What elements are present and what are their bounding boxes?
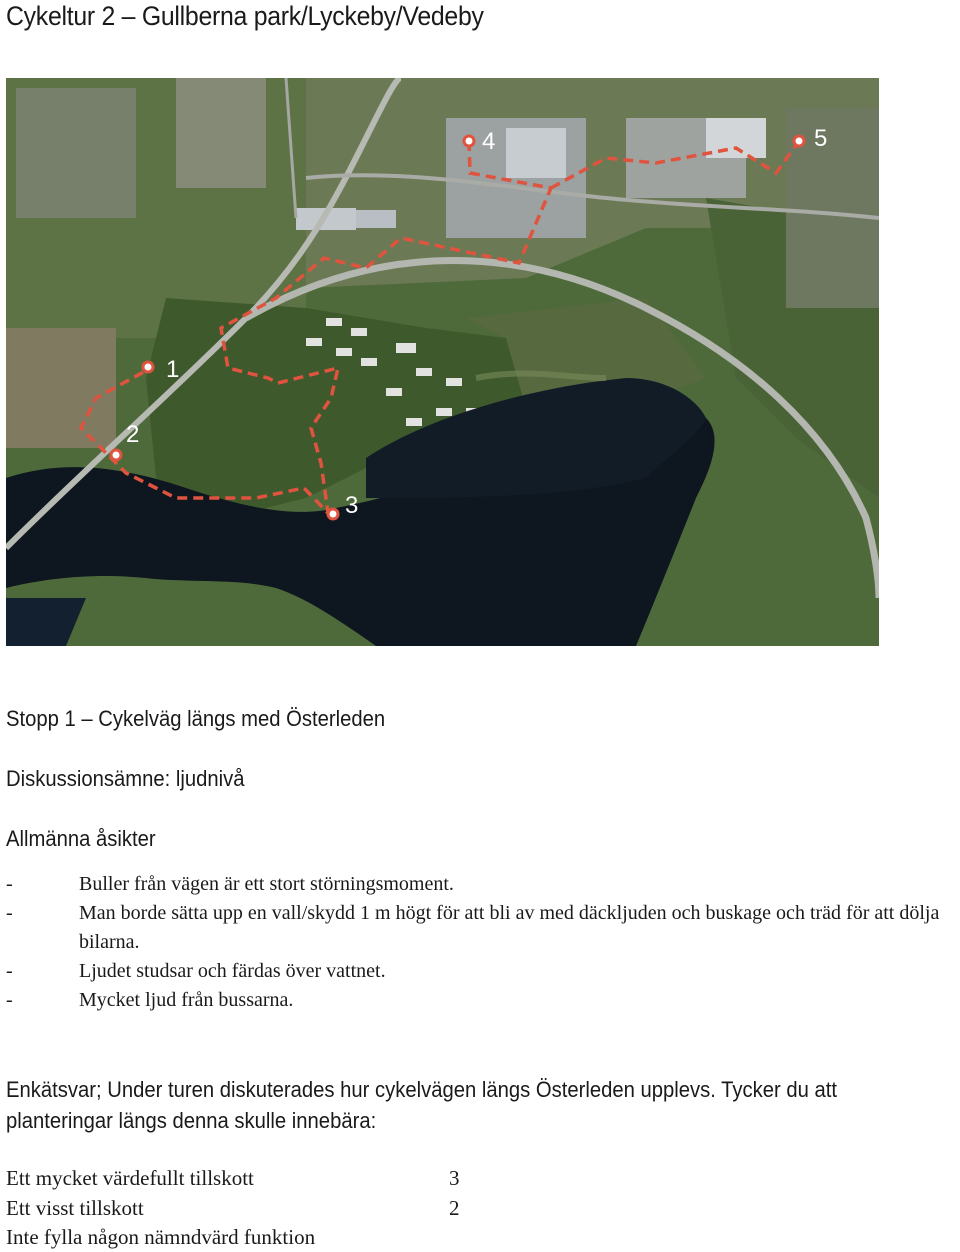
aerial-route-map: [6, 78, 879, 646]
survey-answer-row: [6, 1225, 315, 1250]
survey-answer-label: Ett mycket värdefullt tillskott: [6, 1166, 254, 1190]
bullet-dash: -: [6, 960, 13, 982]
discussion-topic: Diskussionsämne: ljudnivå: [6, 766, 245, 791]
survey-answer-count: 3: [449, 1166, 460, 1190]
stop-heading: Stopp 1 – Cykelväg längs med Österleden: [6, 706, 386, 731]
marker-label-2: 2: [126, 421, 140, 448]
survey-answer-count: 2: [449, 1196, 460, 1220]
general-views-heading: Allmänna åsikter: [6, 826, 156, 851]
survey-question: Enkätsvar; Under turen diskuterades hur cykelvägen längs Österleden upplevs. Tycker du att planteringar längs denna skulle innebära:: [6, 1077, 838, 1133]
bullet-text: Man borde sätta upp en vall/skydd 1 m högt för att bli av med däckljuden och buskage och träd för att dölja bilarna.: [79, 902, 940, 953]
bullet-dash: -: [6, 873, 13, 895]
survey-answer-row: [6, 1196, 460, 1221]
page-title: Cykeltur 2 – Gullberna park/Lyckeby/Vedeby: [6, 1, 484, 31]
survey-answer-row: [6, 1166, 460, 1191]
bullet-text: Buller från vägen är ett stort störningsmoment.: [79, 873, 454, 895]
marker-label-1: 1: [166, 356, 180, 383]
survey-answer-label: Ett visst tillskott: [6, 1196, 144, 1220]
marker-label-5: 5: [814, 125, 828, 152]
marker-label-4: 4: [482, 128, 496, 155]
marker-label-3: 3: [345, 492, 359, 519]
survey-answer-label: Inte fylla någon nämndvärd funktion: [6, 1225, 316, 1249]
bullet-text: Ljudet studsar och färdas över vattnet.: [79, 960, 386, 982]
bullet-dash: -: [6, 989, 13, 1011]
bullet-dash: -: [6, 902, 13, 924]
bullet-text: Mycket ljud från bussarna.: [79, 989, 294, 1011]
